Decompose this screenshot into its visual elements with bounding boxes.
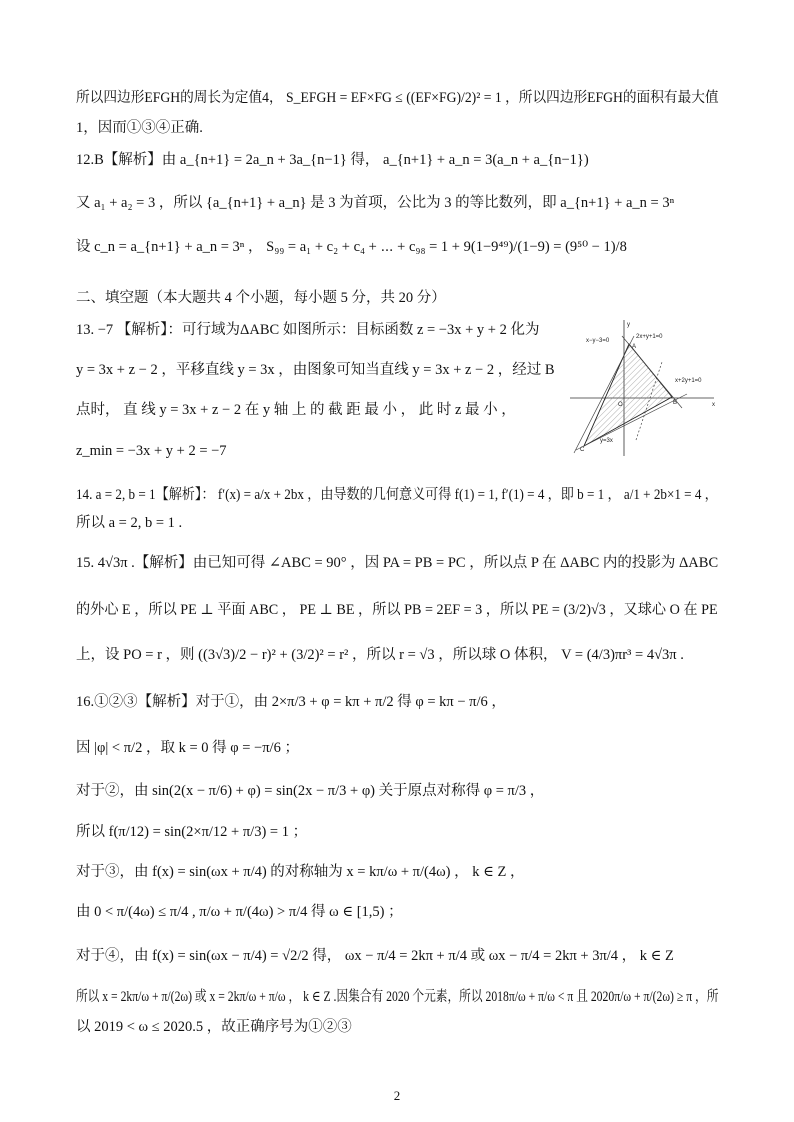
text-line: 由 0 < π/(4ω) ≤ π/4 , π/ω + π/(4ω) > π/4 得 ω ∈ [1,5) ； xyxy=(76,904,403,920)
text-line: 13. −7 【解析】：可行域为ΔABC 如图所示：目标函数 z = −3x + y + 2 化为 xyxy=(76,322,540,338)
text-line: z_min = −3x + y + 2 = −7 xyxy=(76,443,227,459)
text-line: 以 2019 < ω ≤ 2020.5 ，故正确序号为①②③ xyxy=(76,1019,352,1035)
text-line: 因 |φ| < π/2 ，取 k = 0 得 φ = −π/6 ； xyxy=(76,740,299,756)
text-line: 12.B【解析】由 a_{n+1} = 2a_n + 3a_{n−1} 得， a_{n+1} + a_n = 3(a_n + a_{n−1}) xyxy=(76,152,589,168)
label-point-b: B xyxy=(673,400,678,406)
triangle-abc xyxy=(584,344,672,446)
text-line: 设 c_n = a_{n+1} + a_n = 3ⁿ ， S₉₉ = a₁ + c₂ + c₄ + ⋯ + c₉₈ = 1 + 9(1−9⁴⁹)/(1−9) = (9⁵⁰ − 1)/8 xyxy=(76,239,627,255)
feasible-region-figure xyxy=(562,318,722,458)
text-line: 对于②，由 sin(2(x − π/6) + φ) = sin(2x − π/3 + φ) 关于原点对称得 φ = π/3 ， xyxy=(76,783,545,799)
text-line: 所以 f(π/12) = sin(2×π/12 + π/3) = 1 ； xyxy=(76,824,308,840)
text-line: 所以四边形EFGH的周长为定值4， S_EFGH = EF×FG ≤ ((EF×FG)/2)² = 1 ，所以四边形EFGH的面积有最大值 xyxy=(76,90,719,106)
text-line: 对于④，由 f(x) = sin(ωx − π/4) = √2/2 得， ωx − π/4 = 2kπ + π/4 或 ωx − π/4 = 2kπ + 3π/4 ， k ∈ Z xyxy=(76,948,674,964)
text-line: 的外心 E ，所以 PE ⊥ 平面 ABC ， PE ⊥ BE ，所以 PB = 2EF = 3 ，所以 PE = (3/2)√3 ，又球心 O 在 PE xyxy=(76,602,718,618)
text-line: 1，因而①③④正确. xyxy=(76,120,203,136)
text-line: 点时， 直 线 y = 3x + z − 2 在 y 轴 上 的 截 距 最 小 ， 此 时 z 最 小 ， xyxy=(76,402,516,418)
text-line: 又 a₁ + a₂ = 3 ，所以 {a_{n+1} + a_n} 是 3 为首项，公比为 3 的等比数列，即 a_{n+1} + a_n = 3ⁿ xyxy=(76,195,675,211)
label-point-a: A xyxy=(632,344,637,350)
label-line-1: x−y−3=0 xyxy=(586,338,610,344)
page-number: 2 xyxy=(393,1088,401,1103)
feasible-region-svg xyxy=(562,318,722,458)
section-heading: 二、填空题（本大题共 4 个小题，每小题 5 分，共 20 分） xyxy=(76,290,446,306)
label-x-axis: x xyxy=(712,402,715,408)
text-line: 所以 x = 2kπ/ω + π/(2ω) 或 x = 2kπ/ω + π/ω ， k ∈ Z .因集合有 2020 个元素，所以 2018π/ω + π/ω < π 且 2020π/ω + π/(2ω) ≥ π ，所 xyxy=(76,989,719,1005)
text-line: 14. a = 2, b = 1【解析】： f′(x) = a/x + 2bx ，由导数的几何意义可得 f(1) = 1, f′(1) = 4 ，即 b = 1 ， a/1 + 2b×1 = 4 ， xyxy=(76,487,718,503)
text-line: 上，设 PO = r ，则 ((3√3)/2 − r)² + (3/2)² = r² ，所以 r = √3 ，所以球 O 体积， V = (4/3)πr³ = 4√3π . xyxy=(76,647,684,663)
text-line: 所以 a = 2, b = 1 . xyxy=(76,515,183,531)
label-line-2: 2x+y+1=0 xyxy=(636,334,663,340)
text-line: 15. 4√3π .【解析】由已知可得 ∠ABC = 90° ，因 PA = PB = PC ，所以点 P 在 ΔABC 内的投影为 ΔABC xyxy=(76,555,719,571)
label-origin: O xyxy=(618,402,623,408)
text-line: 16.①②③【解析】对于①，由 2×π/3 + φ = kπ + π/2 得 φ = kπ − π/6 ， xyxy=(76,694,506,710)
label-line-4: y=3x xyxy=(600,438,613,444)
label-point-c: C xyxy=(580,447,585,453)
label-line-3: x+2y+1=0 xyxy=(675,378,702,384)
label-y-axis: y xyxy=(627,322,630,328)
text-line: 对于③，由 f(x) = sin(ωx + π/4) 的对称轴为 x = kπ/ω + π/(4ω) ， k ∈ Z ， xyxy=(76,864,525,880)
text-line: y = 3x + z − 2 ，平移直线 y = 3x ，由图象可知当直线 y = 3x + z − 2 ，经过 B xyxy=(76,362,555,378)
